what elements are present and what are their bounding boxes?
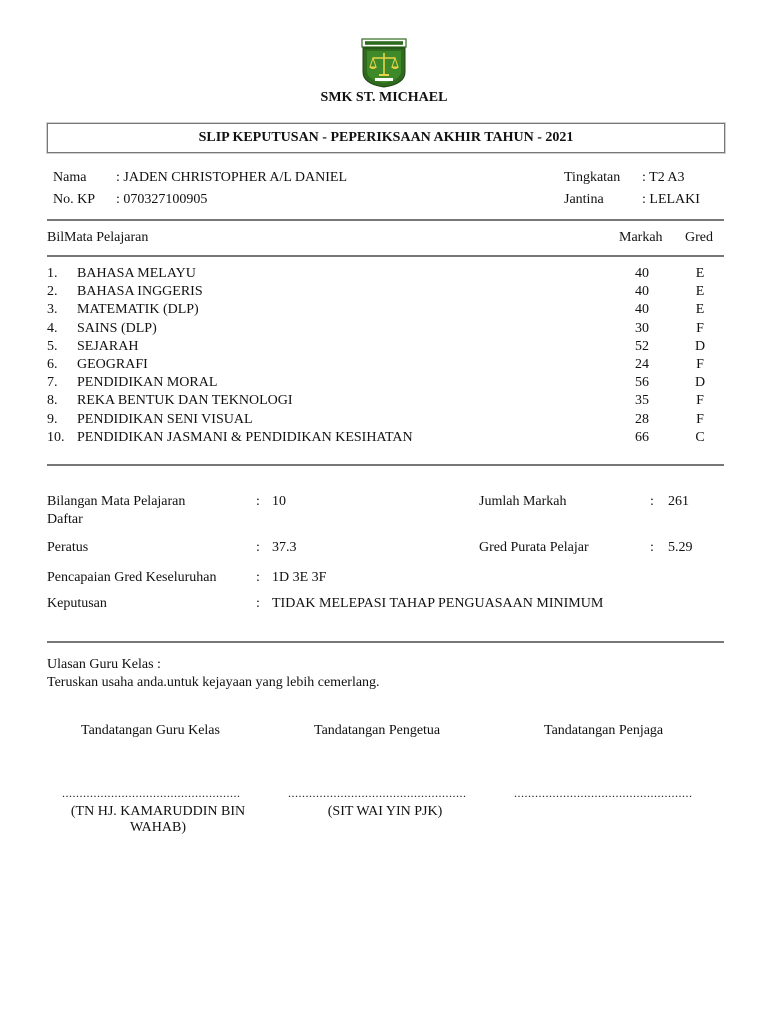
kp-value: : 070327100905 xyxy=(116,192,208,207)
principal-name: (SIT WAI YIN PJK) xyxy=(327,804,443,819)
row-grade: F xyxy=(696,320,704,336)
row-grade: F xyxy=(696,411,704,427)
teacher-signature-line: ................................................... xyxy=(62,786,241,800)
table-row xyxy=(0,301,768,319)
row-mark: 56 xyxy=(635,375,649,391)
row-grade: E xyxy=(695,302,705,318)
form-label: Tingkatan xyxy=(564,170,621,185)
teacher-signature-label: Tandatangan Guru Kelas xyxy=(81,723,220,738)
row-bil: 5. xyxy=(47,338,58,354)
kp-label: No. KP xyxy=(53,192,96,207)
name-value: : JADEN CHRISTOPHER A/L DANIEL xyxy=(116,170,348,185)
gender-value: : LELAKI xyxy=(642,192,700,207)
header-subject: Mata Pelajaran xyxy=(64,230,149,245)
row-bil: 8. xyxy=(47,393,58,409)
row-bil: 3. xyxy=(47,302,58,318)
row-grade: C xyxy=(695,429,705,445)
decision-value: TIDAK MELEPASI TAHAP PENGUASAAN MINIMUM xyxy=(272,596,604,611)
row-subject: BAHASA INGGERIS xyxy=(77,284,203,300)
row-grade: D xyxy=(694,375,706,391)
header-mark: Markah xyxy=(619,230,663,245)
slip-title: SLIP KEPUTUSAN - PEPERIKSAAN AKHIR TAHUN - 2021 xyxy=(47,123,725,153)
colon: : xyxy=(256,494,260,509)
row-bil: 2. xyxy=(47,284,58,300)
header-grade: Gred xyxy=(685,230,713,245)
table-row xyxy=(0,338,768,356)
subjects-count-label-cont: Daftar xyxy=(47,512,83,527)
row-bil: 6. xyxy=(47,357,58,372)
avg-grade-label: Gred Purata Pelajar xyxy=(479,540,589,555)
table-row xyxy=(0,283,768,301)
remarks-label: Ulasan Guru Kelas : xyxy=(47,657,161,672)
table-row xyxy=(0,320,768,338)
divider xyxy=(47,641,724,643)
school-crest-logo xyxy=(361,38,407,88)
row-subject: PENDIDIKAN JASMANI & PENDIDIKAN KESIHATAN xyxy=(77,429,413,445)
avg-grade-value: 5.29 xyxy=(668,540,693,555)
table-row xyxy=(0,374,768,392)
subjects-count-label: Bilangan Mata Pelajaran xyxy=(47,494,186,509)
row-subject: MATEMATIK (DLP) xyxy=(77,302,199,318)
row-grade: D xyxy=(694,338,706,354)
header-bil: Bil xyxy=(47,230,65,245)
table-row xyxy=(0,429,768,447)
row-mark: 40 xyxy=(635,302,649,318)
row-subject: REKA BENTUK DAN TEKNOLOGI xyxy=(77,393,293,409)
table-row xyxy=(0,356,768,374)
table-row xyxy=(0,411,768,429)
principal-signature-line: ................................................... xyxy=(288,786,467,800)
row-mark: 24 xyxy=(635,357,649,372)
table-row xyxy=(0,392,768,410)
school-name: SMK ST. MICHAEL xyxy=(320,90,448,105)
row-mark: 52 xyxy=(635,338,649,354)
total-marks-label: Jumlah Markah xyxy=(479,494,567,509)
row-subject: PENDIDIKAN SENI VISUAL xyxy=(77,411,253,427)
teacher-name-line1: (TN HJ. KAMARUDDIN BIN xyxy=(70,804,246,819)
table-row xyxy=(0,265,768,283)
row-subject: SAINS (DLP) xyxy=(77,320,157,336)
form-value: : T2 A3 xyxy=(642,170,685,185)
row-mark: 28 xyxy=(635,411,649,427)
name-label: Nama xyxy=(53,170,87,185)
row-mark: 40 xyxy=(635,266,649,281)
divider xyxy=(47,219,724,221)
row-grade: F xyxy=(696,357,704,372)
row-bil: 7. xyxy=(47,375,58,391)
divider xyxy=(47,464,724,466)
row-grade: F xyxy=(696,393,704,409)
row-mark: 66 xyxy=(635,429,649,445)
row-grade: E xyxy=(695,284,705,300)
colon: : xyxy=(256,540,260,555)
row-bil: 4. xyxy=(47,320,58,336)
overall-grade-value: 1D 3E 3F xyxy=(272,570,327,585)
colon: : xyxy=(650,494,654,509)
colon: : xyxy=(256,570,260,585)
row-subject: PENDIDIKAN MORAL xyxy=(77,375,218,391)
row-grade: E xyxy=(695,266,705,281)
guardian-signature-label: Tandatangan Penjaga xyxy=(544,723,664,738)
teacher-name-line2: WAHAB) xyxy=(130,820,186,835)
results-table-header xyxy=(0,229,768,247)
decision-label: Keputusan xyxy=(47,596,107,611)
principal-signature-label: Tandatangan Pengetua xyxy=(314,723,441,738)
row-bil: 1. xyxy=(47,266,58,281)
row-mark: 30 xyxy=(635,320,649,336)
teacher-name xyxy=(48,804,268,836)
total-marks-value: 261 xyxy=(668,494,689,509)
row-bil: 10. xyxy=(47,429,65,445)
guardian-signature-line: ................................................... xyxy=(514,786,693,800)
row-mark: 35 xyxy=(635,393,649,409)
divider xyxy=(47,255,724,257)
percentage-value: 37.3 xyxy=(272,540,297,555)
row-subject: GEOGRAFI xyxy=(77,357,148,372)
percentage-label: Peratus xyxy=(47,540,89,555)
subjects-count-value: 10 xyxy=(272,494,286,509)
row-subject: SEJARAH xyxy=(77,338,139,354)
row-mark: 40 xyxy=(635,284,649,300)
remarks-text: Teruskan usaha anda.untuk kejayaan yang lebih cemerlang. xyxy=(47,675,380,690)
row-subject: BAHASA MELAYU xyxy=(77,266,196,281)
colon: : xyxy=(256,596,260,611)
row-bil: 9. xyxy=(47,411,58,427)
gender-label: Jantina xyxy=(564,192,604,207)
overall-grade-label: Pencapaian Gred Keseluruhan xyxy=(47,570,217,585)
colon: : xyxy=(650,540,654,555)
